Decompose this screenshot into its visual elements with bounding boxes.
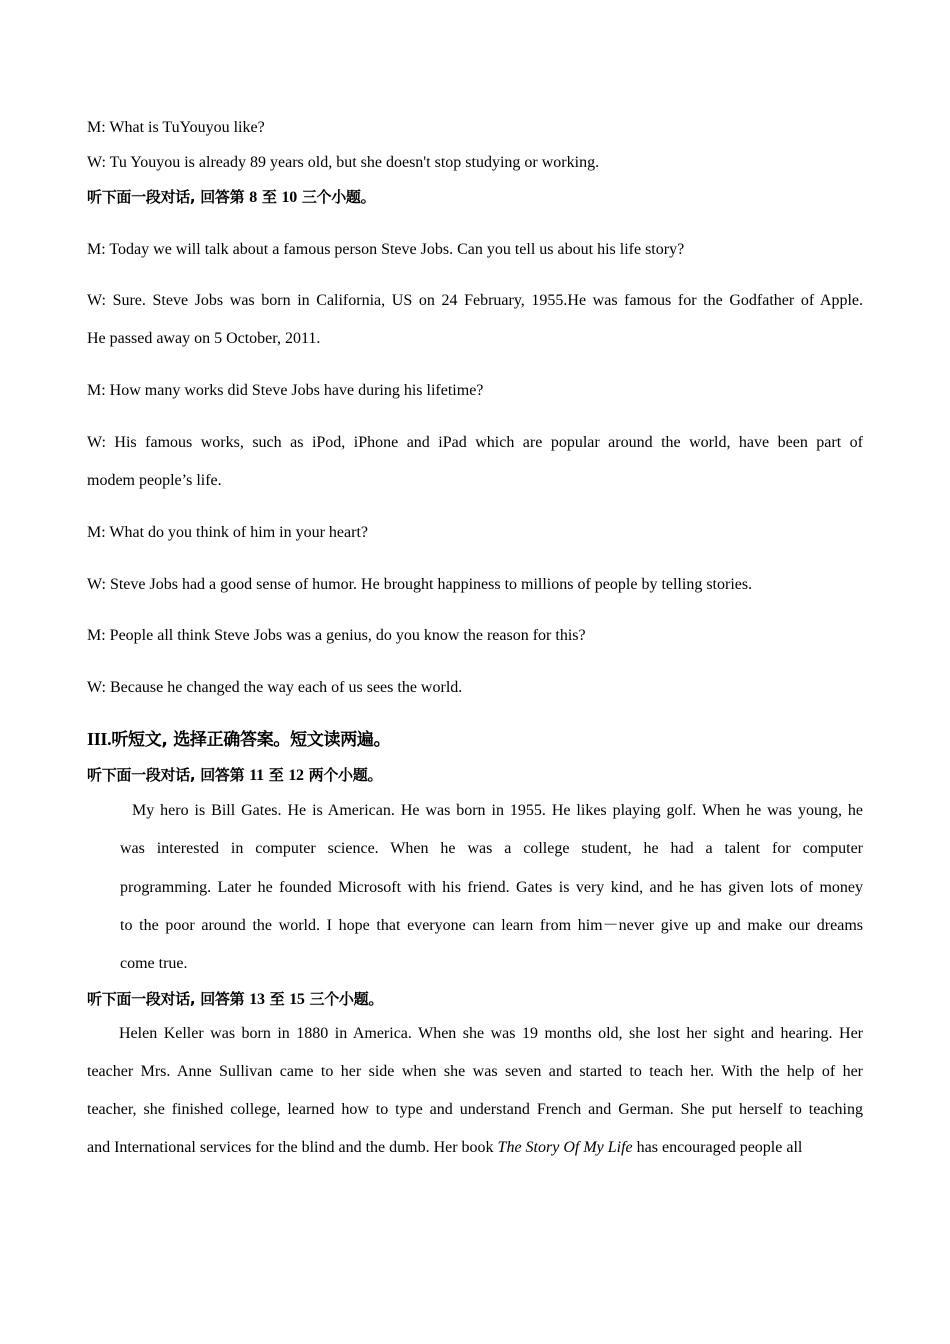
dialogue-line: M: Today we will talk about a famous person Steve Jobs. Can you tell us about his life story?	[87, 241, 685, 258]
dialogue-line: He passed away on 5 October, 2011.	[87, 330, 321, 347]
passage-line: to the poor around the world. I hope that everyone can learn from him－never give up and make our dreams	[120, 917, 863, 934]
passage-line: come true.	[120, 955, 188, 972]
dialogue-line: M: What do you think of him in your heart?	[87, 524, 368, 541]
dialogue-line: W: Because he changed the way each of us sees the world.	[87, 679, 463, 696]
passage-line: teacher, she finished college, learned how to type and understand French and German. She put herself to teaching	[87, 1101, 863, 1118]
book-title: The Story Of My Life	[497, 1139, 633, 1156]
passage-line: teacher Mrs. Anne Sullivan came to her side when she was seven and started to teach her. With the help of her	[87, 1063, 863, 1080]
passage-line: and International services for the blind and the dumb. Her book The Story Of My Life has encouraged people all	[87, 1139, 803, 1156]
passage-line: was interested in computer science. When he was a college student, he had a talent for computer	[120, 840, 863, 857]
dialogue-line: W: His famous works, such as iPod, iPhone and iPad which are popular around the world, have been part of	[87, 434, 863, 451]
question-heading-8-10: 听下面一段对话, 回答第 8 至 10 三个小题。	[87, 188, 376, 206]
dialogue-line: W: Steve Jobs had a good sense of humor. He brought happiness to millions of people by telling stories.	[87, 576, 753, 593]
question-heading-13-15: 听下面一段对话, 回答第 13 至 15 三个小题。	[87, 990, 384, 1008]
passage-line: Helen Keller was born in 1880 in America. When she was 19 months old, she lost her sight and hearing. Her	[119, 1025, 863, 1042]
passage-line: programming. Later he founded Microsoft with his friend. Gates is very kind, and he has given lots of money	[120, 879, 863, 896]
dialogue-line: modem people’s life.	[87, 472, 222, 489]
section-title-3: III.听短文, 选择正确答案。短文读两遍。	[87, 729, 391, 750]
passage-line: My hero is Bill Gates. He is American. He was born in 1955. He likes playing golf. When he was young, he	[132, 802, 863, 819]
dialogue-line: W: Sure. Steve Jobs was born in California, US on 24 February, 1955.He was famous for the Godfather of Apple.	[87, 292, 863, 309]
dialogue-line: W: Tu Youyou is already 89 years old, but she doesn't stop studying or working.	[87, 154, 600, 171]
dialogue-line: M: What is TuYouyou like?	[87, 119, 265, 136]
dialogue-line: M: People all think Steve Jobs was a genius, do you know the reason for this?	[87, 627, 586, 644]
question-heading-11-12: 听下面一段对话, 回答第 11 至 12 两个小题。	[87, 766, 383, 784]
dialogue-line: M: How many works did Steve Jobs have during his lifetime?	[87, 382, 484, 399]
